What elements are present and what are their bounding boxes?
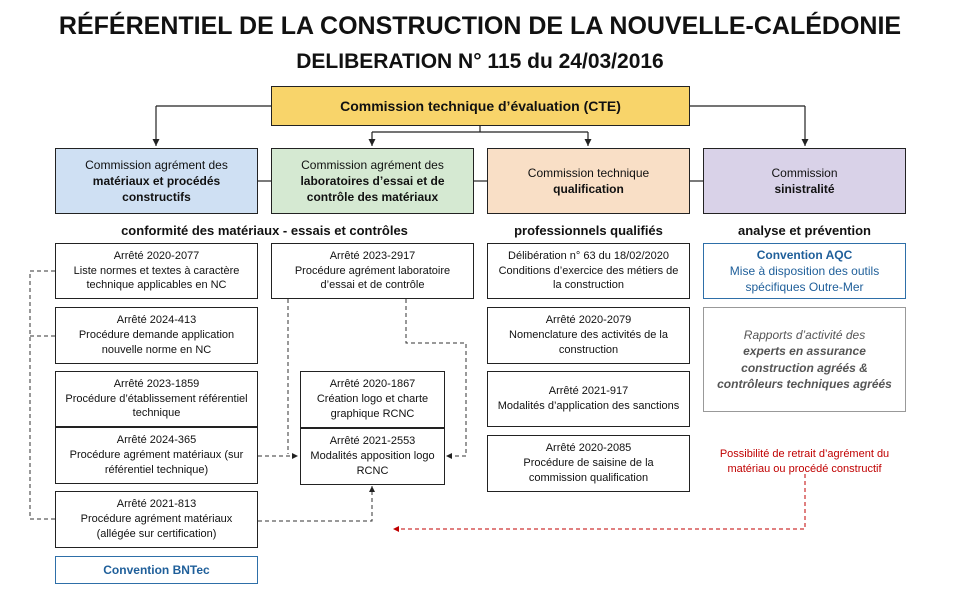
arrete-2020-2079-box <box>487 307 690 364</box>
arrete-2020-2077-box <box>55 243 258 299</box>
arrete-desc: Procédure agrément laboratoire d’essai et de contrôle <box>294 264 451 292</box>
commission-label: Commission agrément des <box>85 157 228 172</box>
page-title: RÉFÉRENTIEL DE LA CONSTRUCTION DE LA NOUVELLE-CALÉDONIE <box>58 12 902 40</box>
reports-label: Rapports d’activité des <box>743 328 866 343</box>
convention-bntec: Convention BNTec <box>55 556 258 584</box>
arrete-desc: Liste normes et textes à caractère technique applicables en NC <box>73 264 240 292</box>
arrete-2020-2085-box <box>487 435 690 492</box>
commission-label: Commission <box>771 165 838 180</box>
page-subtitle: DELIBERATION N° 115 du 24/03/2016 <box>296 50 664 73</box>
arrete-title: Arrêté 2021-2553 <box>329 435 416 448</box>
commission-qualification <box>487 148 690 214</box>
arrete-desc: Nomenclature des activités de la construction <box>509 329 668 356</box>
commission-label: Commission technique <box>527 165 650 180</box>
commission-bold: qualification <box>553 182 624 196</box>
arrete-2024-413-box <box>55 307 258 364</box>
cte-box: Commission technique d’évaluation (CTE) <box>271 86 690 126</box>
arrete-desc: Création logo et charte graphique RCNC <box>316 393 429 420</box>
arrete-2024-365-box <box>55 427 258 484</box>
arrete-desc: Procédure agrément matériaux (allégée sur certification) <box>80 513 233 540</box>
arrete-desc: Modalités apposition logo RCNC <box>310 450 435 477</box>
arrete-title: Arrêté 2020-2079 <box>545 314 632 327</box>
arrete-title: Arrêté 2020-2085 <box>545 442 632 455</box>
arrete-title: Arrêté 2020-2077 <box>113 249 200 262</box>
arrete-title: Arrêté 2024-413 <box>116 314 197 327</box>
dashed-left-loop <box>30 271 55 519</box>
arrete-2023-2917-box <box>271 243 474 299</box>
convention-aqc-box <box>703 243 906 299</box>
deliberation-63-box <box>487 243 690 299</box>
retrait-note: Possibilité de retrait d’agrément du matériau ou procédé constructif <box>719 448 890 475</box>
arrete-title: Arrêté 2023-1859 <box>113 377 200 390</box>
commission-bold: sinistralité <box>774 182 835 196</box>
arrete-2020-1867-box <box>300 371 445 428</box>
convention-aqc-title: Convention AQC <box>756 247 853 262</box>
arrete-2021-813-box <box>55 491 258 548</box>
arrete-title: Arrêté 2024-365 <box>116 434 197 447</box>
reports-bold: experts en assurance construction agréés & contrôleurs techniques agréés <box>717 344 892 391</box>
arrete-title: Délibération n° 63 du 18/02/2020 <box>508 249 669 262</box>
arrete-title: Arrêté 2020-1867 <box>329 378 416 391</box>
arrete-desc: Procédure agrément matériaux (sur référentiel technique) <box>69 449 244 476</box>
commission-sinistralite <box>703 148 906 214</box>
commission-laboratoires <box>271 148 474 214</box>
reports-box <box>703 307 906 412</box>
arrete-title: Arrêté 2021-813 <box>116 498 197 511</box>
arrete-2021-2553-box <box>300 428 445 485</box>
arrete-2023-1859-box <box>55 371 258 427</box>
section-analysis: analyse et prévention <box>738 223 871 238</box>
commission-materiaux <box>55 148 258 214</box>
arrete-desc: Modalités d’application des sanctions <box>497 400 680 412</box>
arrete-desc: Conditions d’exercice des métiers de la construction <box>498 264 679 292</box>
arrete-desc: Procédure de saisine de la commission qualification <box>523 457 654 484</box>
commission-label: Commission agrément des <box>301 157 444 172</box>
dashed-813-to-logo <box>258 486 372 521</box>
arrete-2021-917-box <box>487 371 690 427</box>
arrete-title: Arrêté 2021-917 <box>548 385 629 398</box>
convention-aqc-desc: Mise à disposition des outils spécifiques Outre-Mer <box>729 263 880 295</box>
arrete-desc: Procédure demande application nouvelle norme en NC <box>78 329 235 356</box>
arrete-title: Arrêté 2023-2917 <box>329 249 416 262</box>
commission-bold: laboratoires d’essai et de contrôle des matériaux <box>300 173 445 205</box>
section-conformity: conformité des matériaux - essais et contrôles <box>121 223 408 238</box>
commission-bold: matériaux et procédés constructifs <box>92 173 221 205</box>
section-professionals: professionnels qualifiés <box>514 223 663 238</box>
arrete-desc: Procédure d’établissement référentiel technique <box>65 392 248 420</box>
